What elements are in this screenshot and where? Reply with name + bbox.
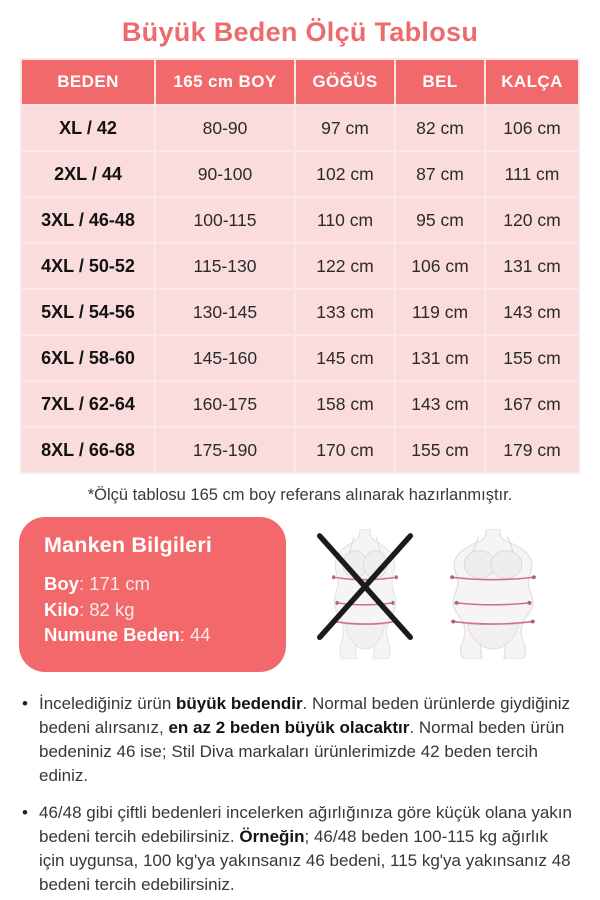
model-field-label: Boy: [44, 573, 79, 594]
measure-cell: 97 cm: [295, 105, 395, 151]
size-cell: 3XL / 46-48: [21, 197, 155, 243]
size-cell: 6XL / 58-60: [21, 335, 155, 381]
size-cell: 5XL / 54-56: [21, 289, 155, 335]
measure-cell: 100-115: [155, 197, 295, 243]
column-header: KALÇA: [485, 59, 579, 105]
size-cell: 7XL / 62-64: [21, 381, 155, 427]
size-cell: 4XL / 50-52: [21, 243, 155, 289]
model-field-value: : 171 cm: [78, 573, 150, 594]
measure-cell: 133 cm: [295, 289, 395, 335]
table-row: [21, 243, 579, 289]
column-header: GÖĞÜS: [295, 59, 395, 105]
page-title: Büyük Beden Ölçü Tablosu: [121, 17, 479, 47]
model-info-title: Manken Bilgileri: [44, 533, 213, 557]
table-row: [21, 151, 579, 197]
model-info-section: [0, 517, 600, 675]
measure-cell: 130-145: [155, 289, 295, 335]
model-info-field: [44, 597, 270, 623]
measure-cell: 143 cm: [395, 381, 485, 427]
note-text: İncelediğiniz ürün büyük bedendir. Normal beden ürünlerde giydiğiniz bedeni alırsanız, en az 2 beden büyük olacaktır. Normal beden ürün bedeniniz 46 ise; Stil Diva markaları ürünlerimizde 42 beden tercih ediniz.: [39, 694, 571, 785]
measure-cell: 155 cm: [395, 427, 485, 473]
model-field-label: Numune Beden: [44, 624, 180, 645]
measure-cell: 145-160: [155, 335, 295, 381]
plus-size-figure-icon: [436, 529, 550, 659]
model-info-card: [19, 517, 286, 672]
body-figures: [308, 529, 550, 659]
table-row: [21, 105, 579, 151]
measure-cell: 143 cm: [485, 289, 579, 335]
measure-cell: 95 cm: [395, 197, 485, 243]
column-header: 165 cm BOY: [155, 59, 295, 105]
notes-list: [22, 692, 578, 897]
size-cell: 8XL / 66-68: [21, 427, 155, 473]
measure-cell: 131 cm: [485, 243, 579, 289]
model-field-value: : 82 kg: [78, 598, 135, 620]
measure-cell: 160-175: [155, 381, 295, 427]
note-item: [22, 692, 578, 788]
note-item: [22, 801, 578, 897]
measure-cell: 111 cm: [485, 151, 579, 197]
model-info-field: [44, 571, 270, 597]
measure-cell: 106 cm: [395, 243, 485, 289]
measure-cell: 87 cm: [395, 151, 485, 197]
measure-cell: 167 cm: [485, 381, 579, 427]
bullet-marker: •: [22, 803, 28, 822]
size-cell: 2XL / 44: [21, 151, 155, 197]
table-row: [21, 335, 579, 381]
measure-cell: 82 cm: [395, 105, 485, 151]
measure-cell: 145 cm: [295, 335, 395, 381]
measure-cell: 120 cm: [485, 197, 579, 243]
model-field-label: Kilo: [44, 598, 79, 620]
column-header: BEL: [395, 59, 485, 105]
measure-cell: 158 cm: [295, 381, 395, 427]
table-row: [21, 197, 579, 243]
model-field-value: : 44: [179, 624, 211, 645]
measure-cell: 110 cm: [295, 197, 395, 243]
table-header-row: [21, 59, 579, 105]
table-row: [21, 381, 579, 427]
measure-cell: 175-190: [155, 427, 295, 473]
measure-cell: 131 cm: [395, 335, 485, 381]
table-row: [21, 289, 579, 335]
measure-cell: 155 cm: [485, 335, 579, 381]
measure-cell: 102 cm: [295, 151, 395, 197]
table-footnote: *Ölçü tablosu 165 cm boy referans alınarak hazırlanmıştır.: [87, 486, 513, 504]
note-text: 46/48 gibi çiftli bedenleri incelerken ağırlığınıza göre küçük olana yakın bedeni tercih edebilirsiniz. Örneğin; 46/48 beden 100-115 kg ağırlık için uygunsa, 100 kg'ya yakınsanız 46 bedeni, 115 kg'ya yakınsanız 48 bedeni tercih edebilirsiniz.: [39, 803, 572, 894]
measure-cell: 106 cm: [485, 105, 579, 151]
model-info-field: [44, 622, 270, 648]
measure-cell: 119 cm: [395, 289, 485, 335]
measure-cell: 122 cm: [295, 243, 395, 289]
table-row: [21, 427, 579, 473]
measure-cell: 170 cm: [295, 427, 395, 473]
measure-cell: 80-90: [155, 105, 295, 151]
measure-cell: 179 cm: [485, 427, 579, 473]
bullet-marker: •: [22, 694, 28, 713]
size-table: [20, 58, 580, 474]
measure-cell: 90-100: [155, 151, 295, 197]
size-cell: XL / 42: [21, 105, 155, 151]
column-header: BEDEN: [21, 59, 155, 105]
measure-cell: 115-130: [155, 243, 295, 289]
slim-figure-crossed-out-icon: [308, 529, 422, 659]
